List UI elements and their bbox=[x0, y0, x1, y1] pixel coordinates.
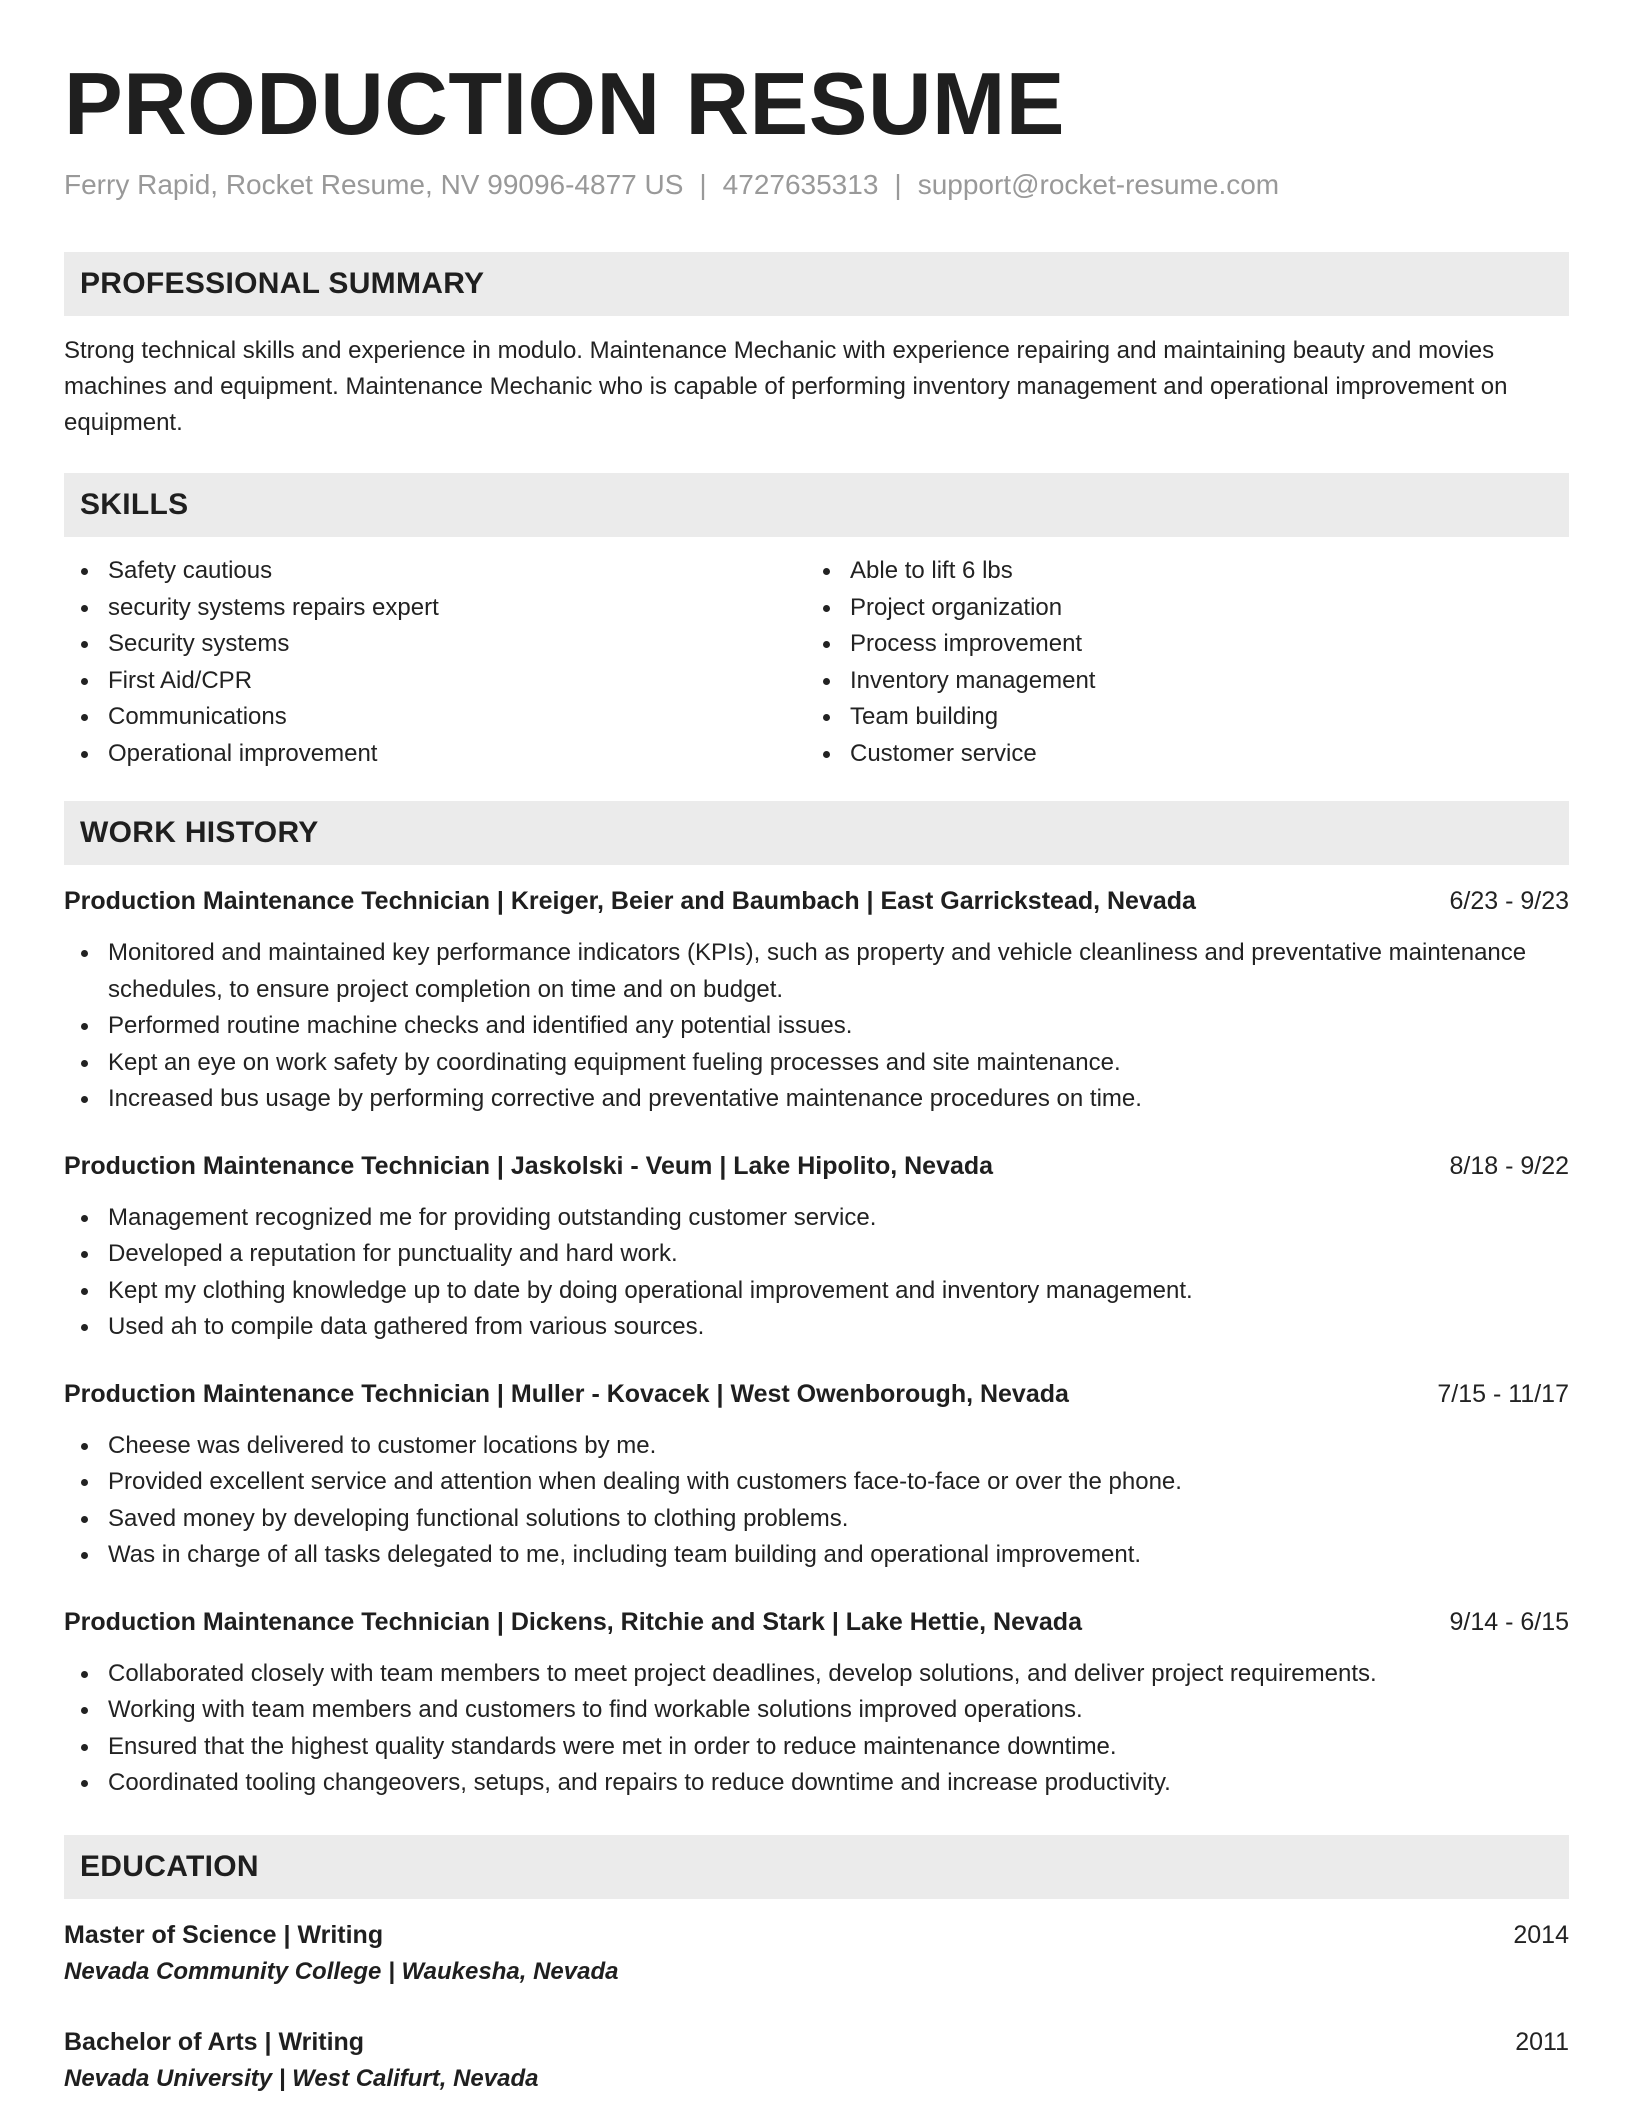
skill-item: Team building bbox=[806, 699, 1548, 736]
job-entry bbox=[64, 883, 1569, 1118]
job-bullet: Ensured that the highest quality standards were met in order to reduce maintenance downtime. bbox=[64, 1729, 1569, 1766]
job-header bbox=[64, 1604, 1569, 1640]
job-title: Production Maintenance Technician | Muller - Kovacek | West Owenborough, Nevada bbox=[64, 1379, 1069, 1408]
job-bullet: Monitored and maintained key performance indicators (KPIs), such as property and vehicle cleanliness and preventative maintenance schedules, to ensure project completion on time and on budget. bbox=[64, 935, 1569, 1008]
contact-phone: 4727635313 bbox=[722, 169, 879, 200]
job-bullet: Kept an eye on work safety by coordinating equipment fueling processes and site maintenance. bbox=[64, 1045, 1569, 1082]
section-heading-skills: SKILLS bbox=[64, 473, 1569, 537]
job-bullets bbox=[64, 1656, 1569, 1802]
education-degree: Bachelor of Arts | Writing bbox=[64, 2027, 365, 2056]
job-dates: 6/23 - 9/23 bbox=[1449, 887, 1569, 915]
education-header bbox=[64, 2024, 1569, 2060]
job-title: Production Maintenance Technician | Kreiger, Beier and Baumbach | East Garrickstead, Nevada bbox=[64, 887, 1196, 915]
job-bullet: Performed routine machine checks and identified any potential issues. bbox=[64, 1008, 1569, 1045]
contact-line bbox=[64, 168, 1569, 202]
job-entry bbox=[64, 1604, 1569, 1802]
section-heading-summary: PROFESSIONAL SUMMARY bbox=[64, 252, 1569, 316]
skill-item: Safety cautious bbox=[64, 553, 806, 590]
skill-item: Operational improvement bbox=[64, 736, 806, 773]
job-dates: 9/14 - 6/15 bbox=[1449, 1607, 1569, 1636]
education-header bbox=[64, 1917, 1569, 1953]
job-bullet: Management recognized me for providing outstanding customer service. bbox=[64, 1200, 1569, 1237]
education-entry bbox=[64, 2024, 1569, 2098]
skills-column-right bbox=[806, 553, 1548, 772]
job-title: Production Maintenance Technician | Jaskolski - Veum | Lake Hipolito, Nevada bbox=[64, 1151, 994, 1180]
job-header bbox=[64, 1148, 1569, 1184]
skill-item: Project organization bbox=[806, 590, 1548, 627]
resume-title: PRODUCTION RESUME bbox=[64, 54, 1065, 153]
skill-item: Able to lift 6 lbs bbox=[806, 553, 1548, 590]
contact-separator: | bbox=[699, 169, 707, 200]
job-bullet: Provided excellent service and attention when dealing with customers face-to-face or over the phone. bbox=[64, 1464, 1569, 1501]
job-bullet: Working with team members and customers to find workable solutions improved operations. bbox=[64, 1692, 1569, 1729]
summary-text: Strong technical skills and experience in modulo. Maintenance Mechanic with experience repairing and maintaining beauty and movies machines and equipment. Maintenance Mechanic who is capable of performing inventory management and operational improvement on equipment. bbox=[64, 337, 1508, 436]
job-bullet: Coordinated tooling changeovers, setups, and repairs to reduce downtime and increase productivity. bbox=[64, 1765, 1569, 1802]
job-bullet: Collaborated closely with team members to meet project deadlines, develop solutions, and deliver project requirements. bbox=[64, 1656, 1569, 1693]
job-dates: 8/18 - 9/22 bbox=[1449, 1151, 1569, 1180]
education-school: Nevada Community College | Waukesha, Nevada bbox=[64, 1957, 619, 1985]
skill-item: First Aid/CPR bbox=[64, 663, 806, 700]
section-heading-work-history: WORK HISTORY bbox=[64, 801, 1569, 865]
job-header bbox=[64, 1376, 1569, 1412]
job-title: Production Maintenance Technician | Dickens, Ritchie and Stark | Lake Hettie, Nevada bbox=[64, 1607, 1082, 1636]
contact-email: support@rocket-resume.com bbox=[917, 169, 1280, 200]
skill-item: Security systems bbox=[64, 626, 806, 663]
skill-item: security systems repairs expert bbox=[64, 590, 806, 627]
education-degree: Master of Science | Writing bbox=[64, 1920, 384, 1949]
skills-column-left bbox=[64, 553, 806, 772]
skill-item: Process improvement bbox=[806, 626, 1548, 663]
job-dates: 7/15 - 11/17 bbox=[1437, 1379, 1569, 1408]
job-bullets bbox=[64, 935, 1569, 1118]
job-bullet: Kept my clothing knowledge up to date by doing operational improvement and inventory management. bbox=[64, 1273, 1569, 1310]
job-bullet: Used ah to compile data gathered from various sources. bbox=[64, 1309, 1569, 1346]
job-bullets bbox=[64, 1428, 1569, 1574]
education-year: 2011 bbox=[1515, 2027, 1569, 2056]
contact-address: Ferry Rapid, Rocket Resume, NV 99096-4877 US bbox=[64, 169, 684, 200]
job-entry bbox=[64, 1148, 1569, 1346]
job-bullet: Saved money by developing functional solutions to clothing problems. bbox=[64, 1501, 1569, 1538]
education-entry bbox=[64, 1917, 1569, 1991]
job-bullet: Increased bus usage by performing corrective and preventative maintenance procedures on time. bbox=[64, 1081, 1569, 1118]
contact-separator: | bbox=[894, 169, 902, 200]
job-entry bbox=[64, 1376, 1569, 1574]
education-school: Nevada University | West Califurt, Nevada bbox=[64, 2064, 539, 2092]
job-bullet: Developed a reputation for punctuality and hard work. bbox=[64, 1236, 1569, 1273]
skill-item: Communications bbox=[64, 699, 806, 736]
job-bullet: Cheese was delivered to customer locations by me. bbox=[64, 1428, 1569, 1465]
section-heading-education: EDUCATION bbox=[64, 1835, 1569, 1899]
job-bullet: Was in charge of all tasks delegated to me, including team building and operational improvement. bbox=[64, 1537, 1569, 1574]
skills-grid bbox=[64, 553, 1569, 772]
job-header bbox=[64, 883, 1569, 919]
job-bullets bbox=[64, 1200, 1569, 1346]
skill-item: Inventory management bbox=[806, 663, 1548, 700]
education-year: 2014 bbox=[1513, 1920, 1569, 1949]
skill-item: Customer service bbox=[806, 736, 1548, 773]
